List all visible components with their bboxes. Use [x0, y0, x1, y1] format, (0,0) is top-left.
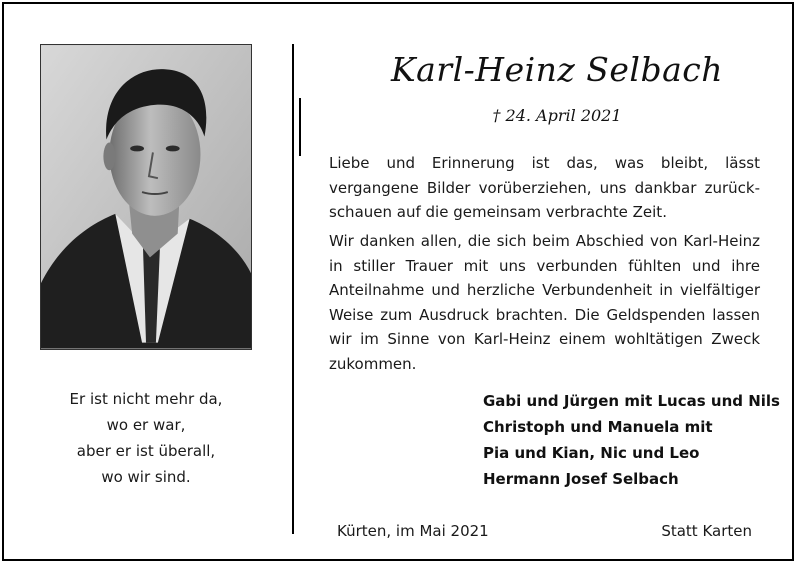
poem-line: aber er ist überall, [76, 442, 216, 460]
body-paragraph: Liebe und Erinnerung ist das, was bleibt, lässt vergangene Bilder vorüberziehen, uns dankbar zurückschauen auf die gemeinsam verbrachte Zeit. [329, 154, 760, 221]
deceased-name: Karl-Heinz Selbach [390, 50, 724, 89]
family-line: Christoph und Manuela mit [483, 418, 713, 436]
family-line: Gabi und Jürgen mit Lucas und Nils [483, 392, 780, 410]
portrait-photo [40, 44, 252, 350]
poem-line: wo wir sind. [101, 468, 191, 486]
statt-karten-note: Statt Karten [661, 522, 752, 540]
poem [40, 386, 252, 490]
divider-line-short [299, 98, 301, 156]
poem-line: Er ist nicht mehr da, [69, 390, 223, 408]
portrait-photo-icon [41, 45, 251, 349]
family-signatures [483, 388, 780, 492]
death-date: † 24. April 2021 [492, 106, 622, 125]
place-date: Kürten, im Mai 2021 [337, 522, 489, 540]
family-line: Pia und Kian, Nic und Leo [483, 444, 700, 462]
divider-line [292, 44, 294, 534]
family-line: Hermann Josef Selbach [483, 470, 679, 488]
body-paragraph: Wir danken allen, die sich beim Abschied von Karl-Heinz in stiller Trauer mit uns verbunden fühlten und ihre Anteilnahme und herzliche Verbundenheit in vielfältiger Weise zum Ausdruck brachten. Die Geldspenden lassen wir im Sinne von Karl-Heinz einem wohltätigen Zweck zukommen. [329, 232, 760, 373]
poem-line: wo er war, [106, 416, 186, 434]
